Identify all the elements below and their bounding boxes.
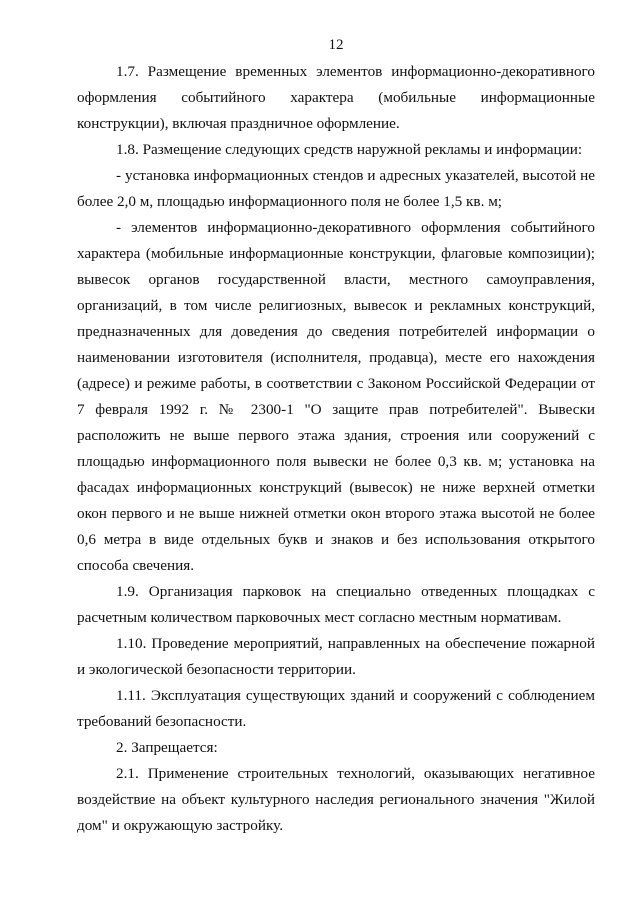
paragraph-1-8: 1.8. Размещение следующих средств наружной рекламы и информации:	[116, 141, 583, 158]
paragraph-1-9: 1.9. Организация парковок на специально отведенных площадках с расчетным количеством парковочных мест согласно местным нормативам.	[77, 583, 595, 626]
paragraph-stands-item: - установка информационных стендов и адресных указателей, высотой не более 2,0 м, площадью информационного поля не более 1,5 кв. м;	[77, 167, 595, 210]
page-number: 12	[328, 37, 344, 53]
paragraph-1-7: 1.7. Размещение временных элементов информационно-декоративного оформления событийного характера (мобильные информационные конструкции), включая праздничное оформление.	[77, 63, 595, 132]
document-page	[77, 34, 595, 839]
paragraph-1-10: 1.10. Проведение мероприятий, направленных на обеспечение пожарной и экологической безопасности территории.	[77, 635, 595, 678]
paragraph-2-1: 2.1. Применение строительных технологий, оказывающих негативное воздействие на объект культурного наследия регионального значения "Жилой дом" и окружающую застройку.	[77, 765, 595, 834]
paragraph-1-11: 1.11. Эксплуатация существующих зданий и сооружений с соблюдением требований безопасности.	[77, 687, 595, 730]
paragraph-signs-item: - элементов информационно-декоративного оформления событийного характера (мобильные информационные конструкции, флаговые композиции); вывесок органов государственной власти, местного самоуправления, организаций, в том числе религиозных, вывесок и рекламных конструкций, предназначенных для доведения до сведения потребителей информации о наименовании изготовителя (исполнителя, продавца), месте его нахождения (адресе) и режиме работы, в соответствии с Законом Российской Федерации от 7 февраля 1992 г. № 2300-1 "О защите прав потребителей". Вывески расположить не выше первого этажа здания, строения или сооружений с площадью информационного поля вывески не более 0,3 кв. м; установка на фасадах информационных конструкций (вывесок) не ниже верхней отметки окон первого и не выше нижней отметки окон второго этажа высотой не более 0,6 метра в виде отдельных букв и знаков и без использования открытого способа свечения.	[77, 219, 595, 574]
paragraph-2: 2. Запрещается:	[116, 739, 218, 756]
